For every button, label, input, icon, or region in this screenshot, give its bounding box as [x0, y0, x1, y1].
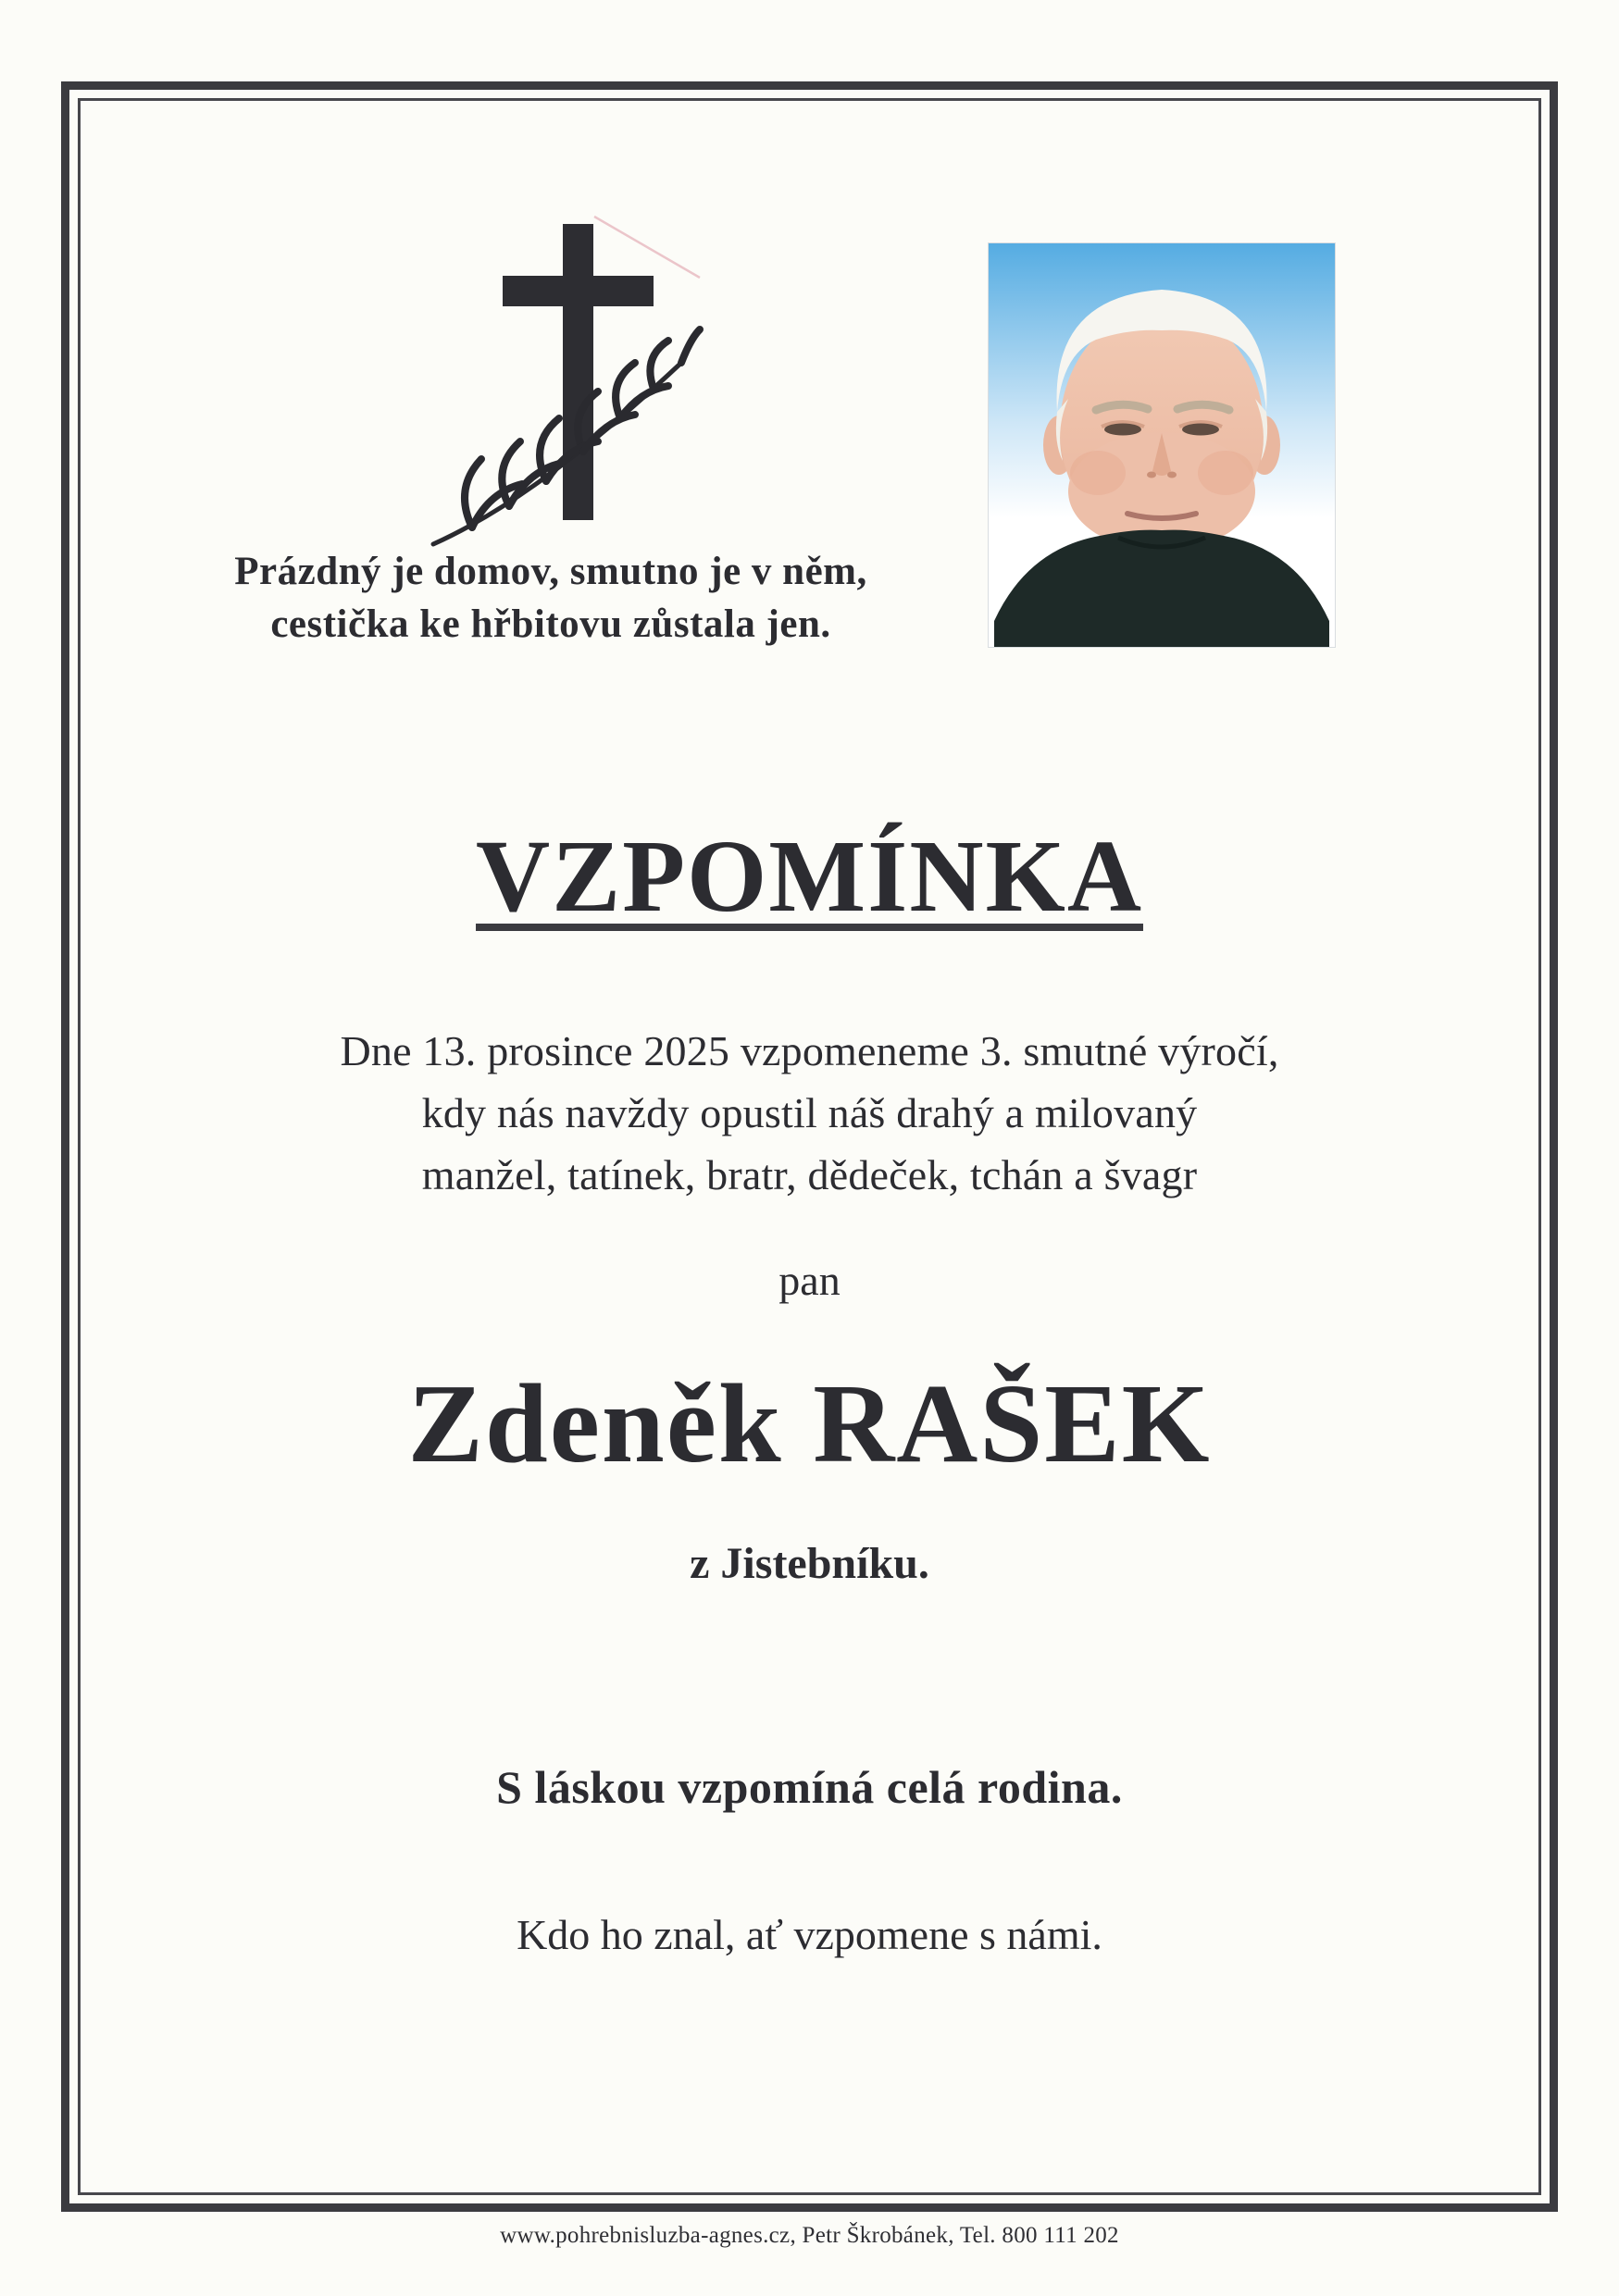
verse-line-2: cestička ke hřbitovu zůstala jen. [270, 602, 831, 646]
origin-line: z Jistebníku. [690, 1539, 929, 1588]
announcement-line-3: manžel, tatínek, bratr, dědeček, tchán a švagr [421, 1151, 1198, 1199]
closing-line: S láskou vzpomíná celá rodina. [496, 1761, 1123, 1813]
portrait-photo [989, 243, 1335, 647]
verse-line-1: Prázdný je domov, smutno je v něm, [234, 550, 867, 593]
deceased-name: Zdeněk RAŠEK [407, 1361, 1212, 1486]
cross-palm-graphic [407, 204, 704, 565]
verse-block [111, 546, 990, 652]
announcement-block [61, 1020, 1558, 1206]
portrait-photo-icon [989, 243, 1335, 647]
salutation: pan [778, 1257, 841, 1304]
final-line: Kdo ho znal, ať vzpomene s námi. [517, 1911, 1102, 1958]
memorial-title-text: VZPOMÍNKA [476, 820, 1143, 934]
announcement-line-2: kdy nás navždy opustil náš drahý a milovaný [421, 1089, 1198, 1137]
cross-with-palm-branch-icon [407, 204, 704, 565]
announcement-line-1: Dne 13. prosince 2025 vzpomeneme 3. smutné výročí, [340, 1027, 1279, 1074]
funeral-service-footer: www.pohrebnisluzba-agnes.cz, Petr Škrobánek, Tel. 800 111 202 [500, 2223, 1119, 2248]
memorial-title [61, 820, 1558, 934]
